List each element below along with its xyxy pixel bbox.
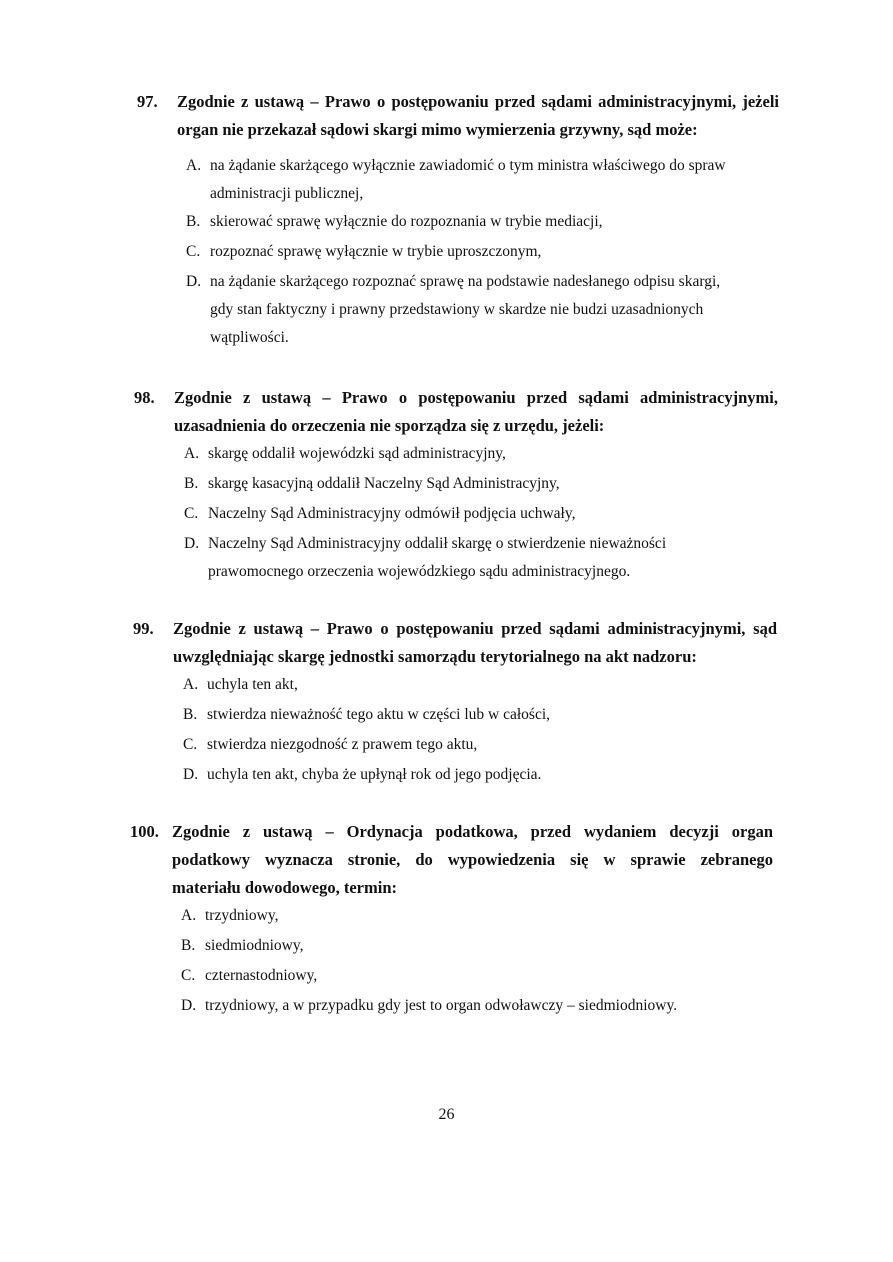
- option-letter: A.: [183, 676, 199, 693]
- option-letter: D.: [183, 766, 199, 783]
- option-text: siedmiodniowy,: [205, 937, 304, 954]
- question-line: uwzględniając skargę jednostki samorządu terytorialnego na akt nadzoru:: [173, 647, 697, 666]
- option-text: uchyla ten akt,: [207, 676, 298, 693]
- option-letter: D.: [186, 273, 202, 290]
- question-number: 98.: [134, 388, 155, 407]
- option-letter: C.: [183, 736, 198, 753]
- option-text: skargę kasacyjną oddalił Naczelny Sąd Administracyjny,: [208, 475, 560, 492]
- option-text: [208, 530, 666, 586]
- option-line: gdy stan faktyczny i prawny przedstawiony w skardze nie budzi uzasadnionych: [210, 301, 704, 318]
- page-number: 26: [438, 1106, 455, 1123]
- option-text: stwierdza niezgodność z prawem tego aktu,: [207, 736, 478, 753]
- question-line: Zgodnie z ustawą – Ordynacja podatkowa, przed wydaniem decyzji organ: [172, 822, 773, 841]
- option-text: skierować sprawę wyłącznie do rozpoznania w trybie mediacji,: [210, 213, 603, 230]
- option-letter: A.: [186, 157, 202, 174]
- question-number: 97.: [137, 92, 158, 111]
- option-letter: B.: [186, 213, 201, 230]
- question-number: 100.: [130, 822, 159, 841]
- question-text: [177, 88, 779, 144]
- option-text: [210, 268, 720, 352]
- question-line: materiału dowodowego, termin:: [172, 878, 398, 897]
- question-line: Zgodnie z ustawą – Prawo o postępowaniu przed sądami administracyjnymi, sąd: [173, 619, 777, 638]
- option-line: administracji publicznej,: [210, 185, 364, 202]
- option-line: Naczelny Sąd Administracyjny oddalił skargę o stwierdzenie nieważności: [208, 535, 667, 552]
- option-letter: A.: [181, 907, 197, 924]
- option-text: [210, 152, 726, 208]
- option-text: czternastodniowy,: [205, 967, 318, 984]
- option-letter: B.: [181, 937, 196, 954]
- option-letter: A.: [184, 445, 200, 462]
- option-letter: D.: [181, 997, 197, 1014]
- question-line: podatkowy wyznacza stronie, do wypowiedzenia się w sprawie zebranego: [172, 850, 773, 869]
- option-text: rozpoznać sprawę wyłącznie w trybie uproszczonym,: [210, 243, 542, 260]
- question-line: uzasadnienia do orzeczenia nie sporządza się z urzędu, jeżeli:: [174, 416, 605, 435]
- option-line: na żądanie skarżącego wyłącznie zawiadomić o tym ministra właściwego do spraw: [210, 157, 726, 174]
- option-text: trzydniowy,: [205, 907, 279, 924]
- option-letter: B.: [183, 706, 198, 723]
- question-text: [174, 384, 778, 440]
- option-text: skargę oddalił wojewódzki sąd administracyjny,: [208, 445, 506, 462]
- option-line: wątpliwości.: [210, 329, 289, 346]
- option-letter: C.: [186, 243, 201, 260]
- question-text: [173, 615, 777, 671]
- option-letter: D.: [184, 535, 200, 552]
- option-letter: B.: [184, 475, 199, 492]
- question-text: [172, 818, 773, 902]
- question-line: Zgodnie z ustawą – Prawo o postępowaniu przed sądami administracyjnymi,: [174, 388, 778, 407]
- option-text: trzydniowy, a w przypadku gdy jest to organ odwoławczy – siedmiodniowy.: [205, 997, 678, 1014]
- option-letter: C.: [181, 967, 196, 984]
- option-letter: C.: [184, 505, 199, 522]
- question-number: 99.: [133, 619, 154, 638]
- option-text: Naczelny Sąd Administracyjny odmówił podjęcia uchwały,: [208, 505, 576, 522]
- option-line: na żądanie skarżącego rozpoznać sprawę na podstawie nadesłanego odpisu skargi,: [210, 273, 721, 290]
- question-line: organ nie przekazał sądowi skargi mimo wymierzenia grzywny, sąd może:: [177, 120, 698, 139]
- option-text: stwierdza nieważność tego aktu w części lub w całości,: [207, 706, 551, 723]
- question-line: Zgodnie z ustawą – Prawo o postępowaniu przed sądami administracyjnymi, jeżeli: [177, 92, 779, 111]
- option-text: uchyla ten akt, chyba że upłynął rok od jego podjęcia.: [207, 766, 542, 783]
- option-line: prawomocnego orzeczenia wojewódzkiego sądu administracyjnego.: [208, 563, 631, 580]
